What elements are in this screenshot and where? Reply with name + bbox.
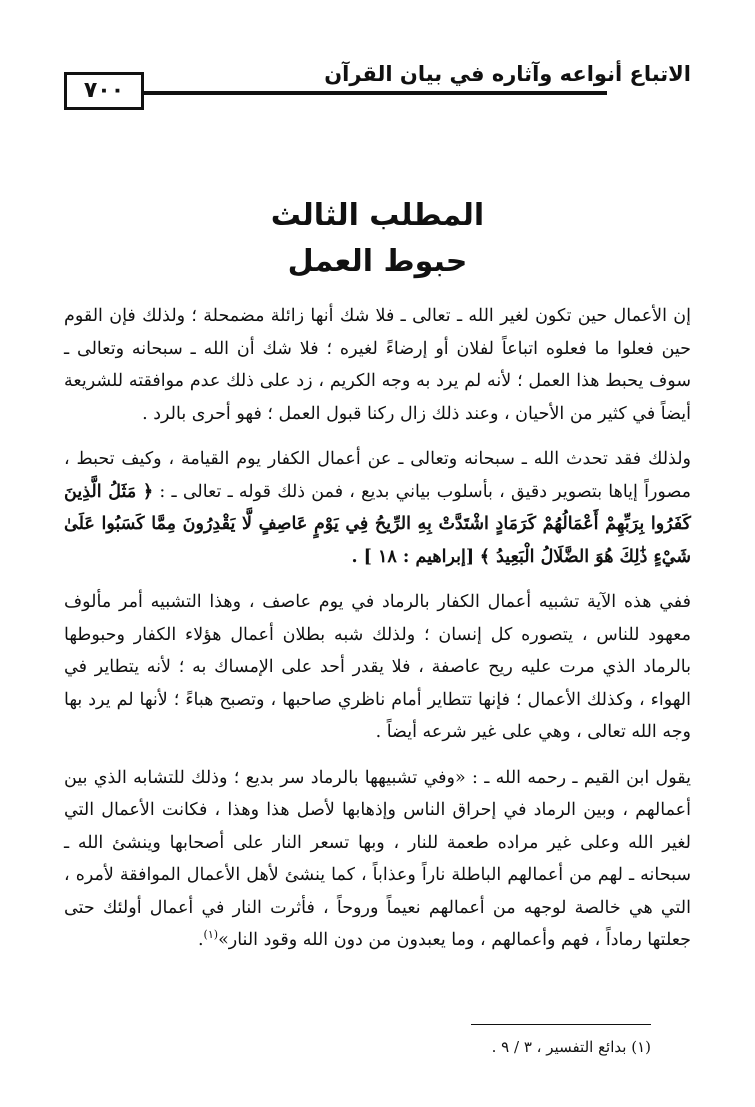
- page-number-box: [64, 72, 144, 110]
- paragraph-4-end: .: [197, 930, 204, 950]
- paragraph-4: [64, 762, 691, 957]
- footnote-1: (١) بدائع التفسير ، ٣ / ٩ .: [491, 1038, 651, 1056]
- section-title: حبوط العمل: [287, 244, 468, 279]
- paragraph-1: إن الأعمال حين تكون لغير الله ـ تعالى ـ فلا شك أنها زائلة مضمحلة ؛ ولذلك فإن القوم حين فعلوا ما فعلوه اتباعاً لفلان أو إرضاءً لغيره ؛ فلا شك أن الله ـ سبحانه وتعالى ـ سوف يحبط هذا العمل ؛ لأنه لم يرد به وجه الكريم ، زد على ذلك عدم موافقته للشريعة أيضاً في كثير من الأحيان ، وعند ذلك زال ركنا قبول العمل ؛ فهو أحرى بالرد .: [64, 306, 691, 424]
- paragraph-2-intro: ولذلك فقد تحدث الله ـ سبحانه وتعالى ـ عن أعمال الكفار يوم القيامة ، وكيف تحبط ، مصوراً إياها بتصوير دقيق ، بأسلوب بياني بديع ، فمن ذلك قوله ـ تعالى ـ :: [64, 449, 691, 502]
- page-number: ٧٠٠: [83, 78, 125, 103]
- verse-reference: [إبراهيم : ١٨ ] .: [351, 546, 475, 567]
- running-title: الاتباع أنواعه وآثاره في بيان القرآن: [324, 62, 691, 86]
- footnote-marker[interactable]: (١): [203, 928, 219, 942]
- paragraph-4-quote: يقول ابن القيم ـ رحمه الله ـ : «وفي تشبيهها بالرماد سر بديع ؛ وذلك للتشابه الذي بين أعمالهم ، وبين الرماد في إحراق الناس وإذهابها لأصل هذا وهذا ، فكانت الأعمال التي لغير الله وعلى غير مراده طعمة للنار ، وبها تسعر النار على أصحابها وينشئ الله ـ سبحانه ـ لهم من أعمالهم الباطلة ناراً وعذاباً ، كما ينشئ لأهل الأعمال الموافقة لأمره ، التي هي خالصة لوجهه من أعمالهم نعيماً وروحاً ، فأثرت النار في أعمال أولئك حتى جعلتها رماداً ، فهم وأعمالهم ، وما يعبدون من دون الله وقود النار»: [64, 767, 691, 950]
- footnote-rule: [471, 1024, 651, 1025]
- header-rule: [64, 91, 607, 95]
- paragraph-2: [64, 443, 691, 573]
- running-header: [64, 54, 691, 110]
- paragraph-3: ففي هذه الآية تشبيه أعمال الكفار بالرماد في يوم عاصف ، وهذا التشبيه أمر مألوف معهود للناس ، يتصوره كل إنسان ؛ ولذلك شبه بطلان أعمال هؤلاء الكفار وحبوطها بالرماد الذي مرت عليه ريح عاصفة ، فلا يقدر أحد على الإمساك به ؛ لأنه يتطاير في الهواء ، وكذلك الأعمال ؛ فإنها تتطاير أمام ناظري صاحبها ، وتصبح هباءً ؛ لأنها لم يرد بها وجه الله تعالى ، وهي على غير شرعه أيضاً .: [64, 592, 691, 742]
- quran-verse: ﴿ مَثَلُ الَّذِينَ كَفَرُوا بِرَبِّهِمْ أَعْمَالُهُمْ كَرَمَادٍ اشْتَدَّتْ بِهِ الرِّيحُ فِي يَوْمٍ عَاصِفٍ لَّا يَقْدِرُونَ مِمَّا كَسَبُوا عَلَىٰ شَيْءٍ ذَٰلِكَ هُوَ الضَّلَالُ الْبَعِيدُ ﴾: [64, 481, 691, 567]
- section-heading: المطلب الثالث: [270, 198, 485, 233]
- body-text: [64, 300, 691, 970]
